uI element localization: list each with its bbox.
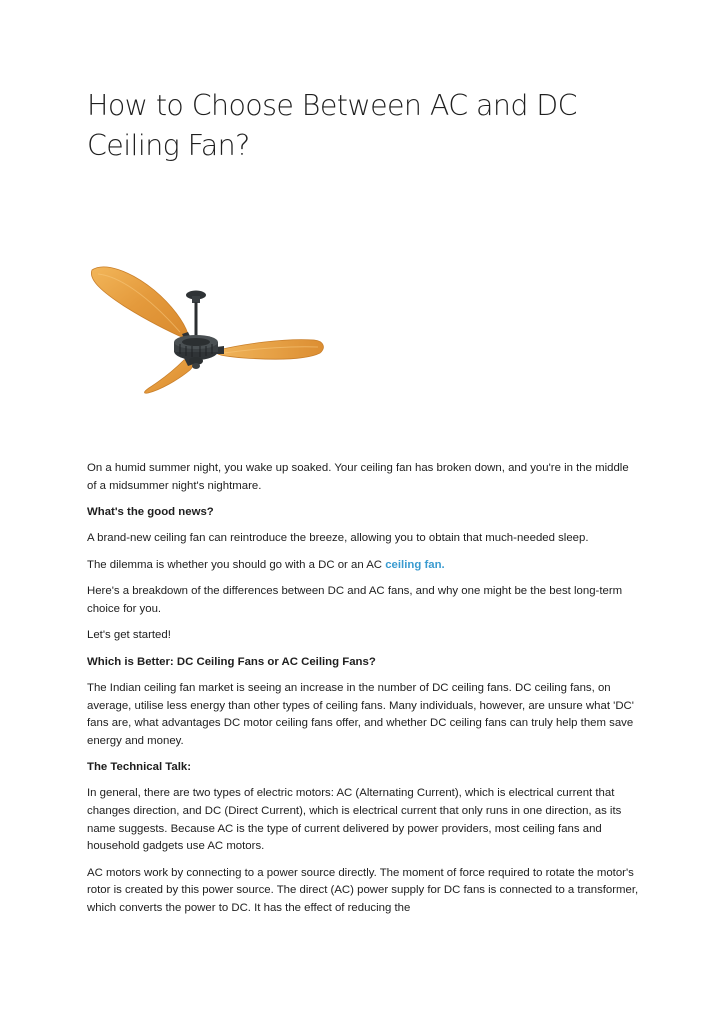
paragraph: The Indian ceiling fan market is seeing an increase in the number of DC ceiling fans. DC ceiling fans, on average, utilise less energy than other types of ceiling fans. Many individuals, however, are unsure what 'DC' fans are, what advantages DC motor ceiling fans offer, and whether DC ceiling fans can truly help them save energy and money.	[87, 681, 634, 747]
paragraph: On a humid summer night, you wake up soaked. Your ceiling fan has broken down, and you're in the middle of a midsummer night's nightmare.	[87, 462, 629, 492]
section-heading: What's the good news?	[87, 505, 214, 518]
fan-downrod	[186, 291, 206, 339]
paragraph: In general, there are two types of electric motors: AC (Alternating Current), which is electrical current that changes direction, and DC (Direct Current), which is electrical current that only runs in one direction, as its name suggests. Because AC is the type of current delivered by power providers, most ceiling fans and household gadgets use AC motors.	[87, 787, 622, 853]
article-body	[87, 460, 639, 926]
paragraph-text: The dilemma is whether you should go with a DC or an AC	[87, 558, 386, 571]
paragraph: A brand-new ceiling fan can reintroduce the breeze, allowing you to obtain that much-needed sleep.	[87, 532, 589, 545]
fan-blade-left	[91, 267, 188, 338]
paragraph: AC motors work by connecting to a power source directly. The moment of force required to rotate the motor's rotor is created by this power source. The direct (AC) power supply for DC fans is connected to a transformer, which converts the power to DC. It has the effect of reducing the	[87, 866, 639, 914]
paragraph: Here's a breakdown of the differences between DC and AC fans, and why one might be the best long-term choice for you.	[87, 585, 623, 615]
fan-blade-right	[218, 340, 323, 360]
section-heading: Which is Better: DC Ceiling Fans or AC Ceiling Fans?	[87, 655, 376, 668]
paragraph	[87, 557, 639, 575]
fan-blade-bottom	[145, 359, 193, 393]
page-title: How to Choose Between AC and DC Ceiling Fan?	[87, 89, 577, 162]
ceiling-fan-link[interactable]: ceiling fan.	[385, 558, 445, 571]
section-heading: The Technical Talk:	[87, 761, 192, 774]
paragraph: Let's get started!	[87, 629, 171, 642]
ceiling-fan-image	[84, 262, 328, 394]
